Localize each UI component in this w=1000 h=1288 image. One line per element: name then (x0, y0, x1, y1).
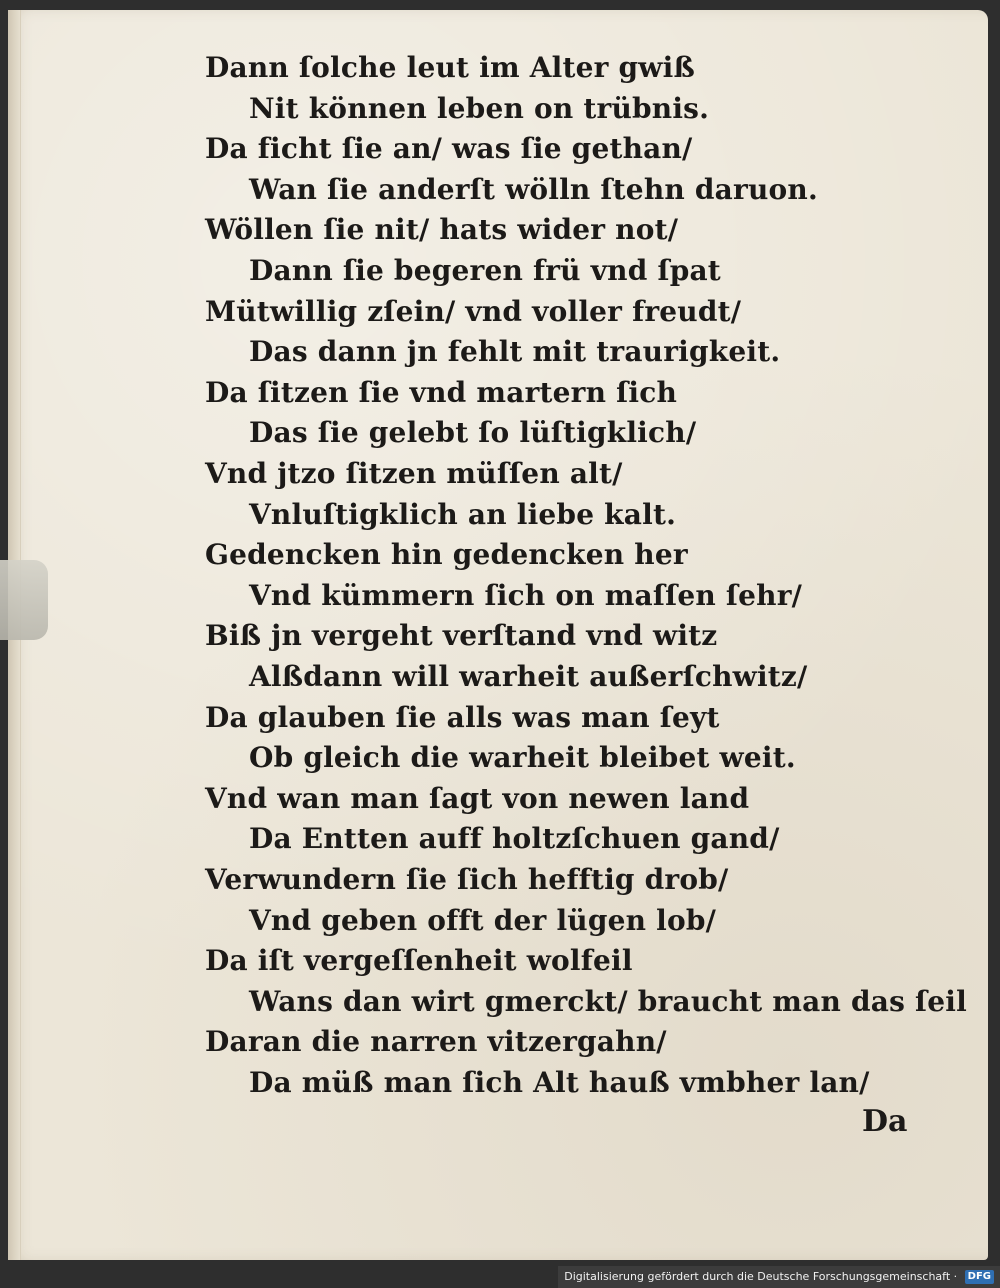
poem-line: Vnd jtzo ſitzen müſſen alt/ (205, 457, 623, 490)
poem-line: Verwundern ſie ſich hefftig drob/ (205, 863, 729, 896)
poem-line: Das ſie gelebt ſo lüſtigklich/ (249, 416, 697, 449)
poem-line: Biß jn vergeht verſtand vnd witz (205, 619, 718, 652)
poem-line: Mütwillig zſein/ vnd voller freudt/ (205, 295, 742, 328)
poem-line: Das dann jn fehlt mit traurigkeit. (249, 335, 781, 368)
footer-text: Digitalisierung gefördert durch die Deutsche Forschungsgemeinschaft · (564, 1270, 958, 1283)
poem-line: Daran die narren vitzergahn/ (205, 1025, 667, 1058)
poem-line: Nit können leben on trübnis. (249, 92, 710, 125)
catchword: Da (862, 1104, 908, 1139)
dfg-logo: DFG (965, 1270, 994, 1284)
poem-line: Gedencken hin gedencken her (205, 538, 688, 571)
poem-line: Dann ſie begeren frü vnd ſpat (249, 254, 721, 287)
poem-line: Wöllen ſie nit/ hats wider not/ (205, 213, 679, 246)
poem-line: Ob gleich die warheit bleibet weit. (249, 741, 796, 774)
poem-line: Wan ſie anderſt wölln ſtehn daruon. (249, 173, 818, 206)
poem-line: Da Entten auff holtzſchuen gand/ (249, 822, 780, 855)
digitization-footer (558, 1266, 1000, 1288)
bookmark-strip (0, 560, 48, 640)
poem-line: Dann ſolche leut im Alter gwiß (205, 51, 695, 84)
poem-line: Vnd wan man ſagt von newen land (205, 782, 750, 815)
poem-line: Da iſt vergeſſenheit wolfeil (205, 944, 633, 977)
poem-line: Alßdann will warheit außerſchwitz/ (249, 660, 808, 693)
poem-line: Vnd geben offt der lügen lob/ (249, 904, 717, 937)
poem-line: Vnd kümmern ſich on maſſen ſehr/ (249, 579, 803, 612)
poem-line: Wans dan wirt gmerckt/ braucht man das ſeil (249, 985, 967, 1018)
poem-line: Vnluſtigklich an liebe kalt. (249, 498, 677, 531)
poem-line: Da müß man ſich Alt hauß vmbher lan/ (249, 1066, 870, 1099)
poem-line: Da ficht ſie an/ was ſie gethan/ (205, 132, 693, 165)
poem-line: Da ſitzen ſie vnd martern ſich (205, 376, 678, 409)
poem-line: Da glauben ſie alls was man ſeyt (205, 701, 720, 734)
